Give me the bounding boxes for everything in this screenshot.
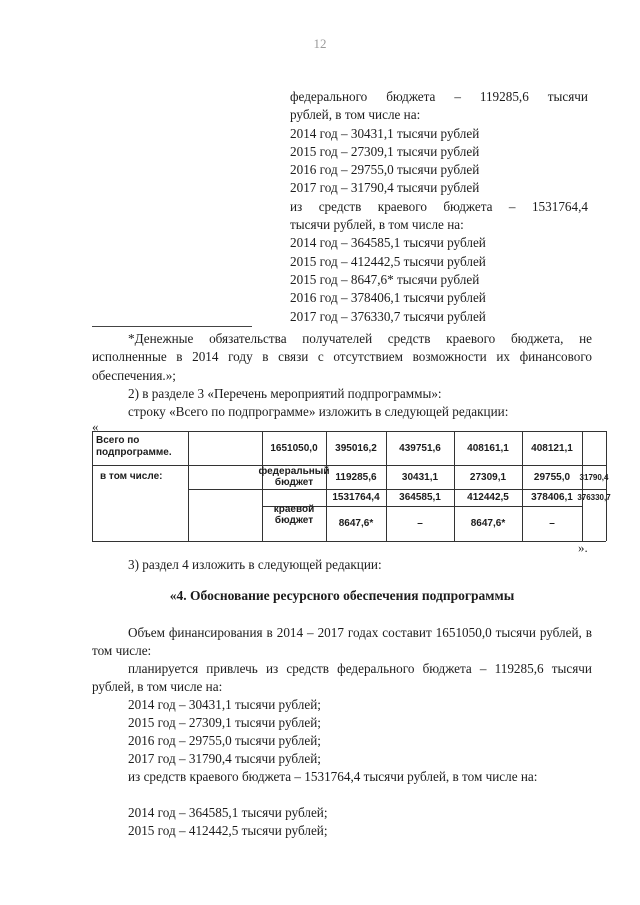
footnote-separator <box>92 326 252 327</box>
table-cell: 395016,2 <box>335 442 377 454</box>
instruction-text: строку «Всего по подпрограмме» изложить в следующей редакции: <box>128 404 509 419</box>
open-quote: « <box>92 419 99 434</box>
row-label-including: в том числе: <box>100 471 163 482</box>
funding-line: тысячи рублей, в том числе на: <box>290 217 464 233</box>
funding-line: 2016 год – 378406,1 тысячи рублей <box>290 290 486 306</box>
table-cell: 378406,1 <box>531 492 573 503</box>
year-line: 2016 год – 29755,0 тысячи рублей; <box>128 733 321 748</box>
funding-line: 2015 год – 27309,1 тысячи рублей <box>290 143 480 159</box>
funding-line: 2017 год – 31790,4 тысячи рублей <box>290 180 480 196</box>
funding-line: федерального бюджета – 119285,6 тысячи <box>290 89 588 104</box>
funding-column <box>290 88 588 326</box>
funding-line: 2014 год – 364585,1 тысячи рублей <box>290 235 486 251</box>
close-quote: ». <box>578 540 588 555</box>
funding-table <box>92 431 620 543</box>
table-cell: 364585,1 <box>399 492 441 503</box>
section-2-text: 2) в разделе 3 «Перечень мероприятий подпрограммы»: <box>128 386 442 401</box>
table-cell: 439751,6 <box>399 442 441 454</box>
year-line: 2017 год – 31790,4 тысячи рублей; <box>128 751 321 766</box>
funding-line: 2017 год – 376330,7 тысячи рублей <box>290 308 486 324</box>
table-cell: 1531764,4 <box>332 492 380 503</box>
body-paragraph: из средств краевого бюджета – 1531764,4 тысячи рублей, в том числе на: <box>128 769 538 784</box>
funding-line: 2016 год – 29755,0 тысячи рублей <box>290 162 480 178</box>
row-label-total: Всего по подпрограмме. <box>96 435 172 458</box>
table-cell: 29755,0 <box>533 471 571 483</box>
table-cell: 31790,4 <box>579 472 609 482</box>
table-cell: 412442,5 <box>467 492 509 503</box>
row-label-federal: федеральный бюджет <box>258 466 330 488</box>
table-cell: 8647,6* <box>338 518 374 529</box>
funding-line: из средств краевого бюджета – 1531764,4 <box>290 198 588 214</box>
funding-line: 2015 год – 412442,5 тысячи рублей <box>290 253 486 269</box>
table-cell: 27309,1 <box>469 471 507 483</box>
row-label-regional: краевой бюджет <box>273 504 315 526</box>
table-cell: 30431,1 <box>401 471 439 483</box>
year-line: 2015 год – 27309,1 тысячи рублей; <box>128 715 321 730</box>
section-heading: «4. Обоснование ресурсного обеспечения подпрограммы <box>169 588 515 603</box>
funding-line: рублей, в том числе на: <box>290 107 421 123</box>
table-cell: 408121,1 <box>531 442 573 454</box>
funding-line: 2015 год – 8647,6* тысячи рублей <box>290 271 480 287</box>
page-number: 12 <box>313 36 327 51</box>
funding-line: 2014 год – 30431,1 тысячи рублей <box>290 125 480 141</box>
year-line: 2014 год – 364585,1 тысячи рублей; <box>128 805 328 820</box>
footnote: *Денежные обязательства получателей средств краевого бюджета, не исполненные в 2014 году в связи с отсутствием возможности их финансового обеспечения.»; <box>92 331 592 383</box>
body-paragraph: планируется привлечь из средств федерального бюджета – 119285,6 тысячи рублей, в том числе на: <box>92 661 592 695</box>
year-line: 2014 год – 30431,1 тысячи рублей; <box>128 697 321 712</box>
table-cell: – <box>417 518 423 529</box>
year-line: 2015 год – 412442,5 тысячи рублей; <box>128 823 328 838</box>
table-cell: 119285,6 <box>335 471 377 483</box>
table-cell <box>582 506 606 541</box>
table-cell: 408161,1 <box>467 442 509 454</box>
table-cell: – <box>549 518 555 529</box>
body-paragraph: Объем финансирования в 2014 – 2017 годах составит 1651050,0 тысячи рублей, в том числе: <box>92 625 592 659</box>
section-3-text: 3) раздел 4 изложить в следующей редакции: <box>128 557 382 572</box>
table-cell: 1651050,0 <box>270 442 318 454</box>
table-cell: 376330,7 <box>577 493 611 502</box>
table-cell: 8647,6* <box>470 518 506 529</box>
